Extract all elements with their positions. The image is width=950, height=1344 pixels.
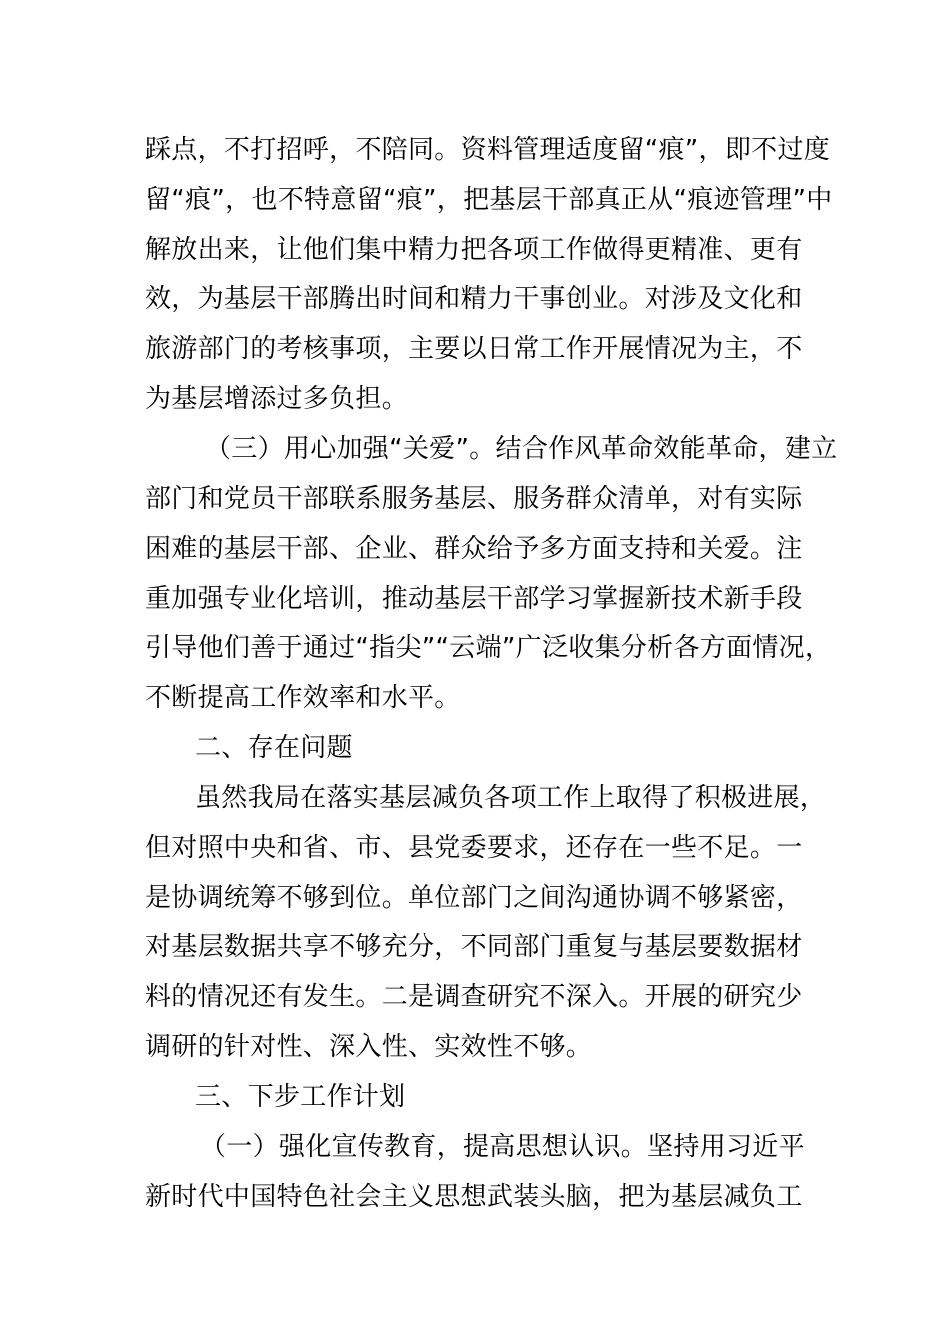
- section-heading: （三）用心加强“关爱”。结合作风革命效能革命，建立: [205, 434, 838, 464]
- text-line: 料的情况还有发生。二是调查研究不深入。开展的研究少: [145, 982, 803, 1012]
- section-heading: 三、下步工作计划: [195, 1082, 406, 1112]
- text-line: 为基层增添过多负担。: [145, 384, 409, 414]
- text-line: 旅游部门的考核事项，主要以日常工作开展情况为主，不: [145, 334, 803, 364]
- section-heading: （一）强化宣传教育，提高思想认识。坚持用习近平: [200, 1132, 805, 1162]
- text-line: 解放出来，让他们集中精力把各项工作做得更精准、更有: [145, 235, 803, 265]
- text-line: 调研的针对性、深入性、实效性不够。: [145, 1032, 593, 1062]
- text-line: 但对照中央和省、市、县党委要求，还存在一些不足。一: [145, 833, 803, 863]
- text-line: 引导他们善于通过“指尖”“云端”广泛收集分析各方面情况，: [145, 633, 832, 663]
- text-line: 是协调统筹不够到位。单位部门之间沟通协调不够紧密，: [145, 883, 803, 913]
- text-line: 困难的基层干部、企业、群众给予多方面支持和关爱。注: [145, 534, 803, 564]
- text-line: 不断提高工作效率和水平。: [145, 683, 461, 713]
- text-line: 踩点，不打招呼，不陪同。资料管理适度留“痕”，即不过度: [145, 135, 831, 165]
- text-line: 虽然我局在落实基层减负各项工作上取得了积极进展，: [195, 783, 827, 813]
- text-line: 效，为基层干部腾出时间和精力干事创业。对涉及文化和: [145, 284, 803, 314]
- text-line: 部门和党员干部联系服务基层、服务群众清单，对有实际: [145, 484, 803, 514]
- text-line: 留“痕”，也不特意留“痕”，把基层干部真正从“痕迹管理”中: [145, 185, 833, 215]
- text-line: 新时代中国特色社会主义思想武装头脑，把为基层减负工: [145, 1182, 803, 1212]
- section-heading: 二、存在问题: [195, 733, 353, 763]
- text-line: 重加强专业化培训，推动基层干部学习掌握新技术新手段: [145, 584, 803, 614]
- text-line: 对基层数据共享不够充分，不同部门重复与基层要数据材: [145, 932, 803, 962]
